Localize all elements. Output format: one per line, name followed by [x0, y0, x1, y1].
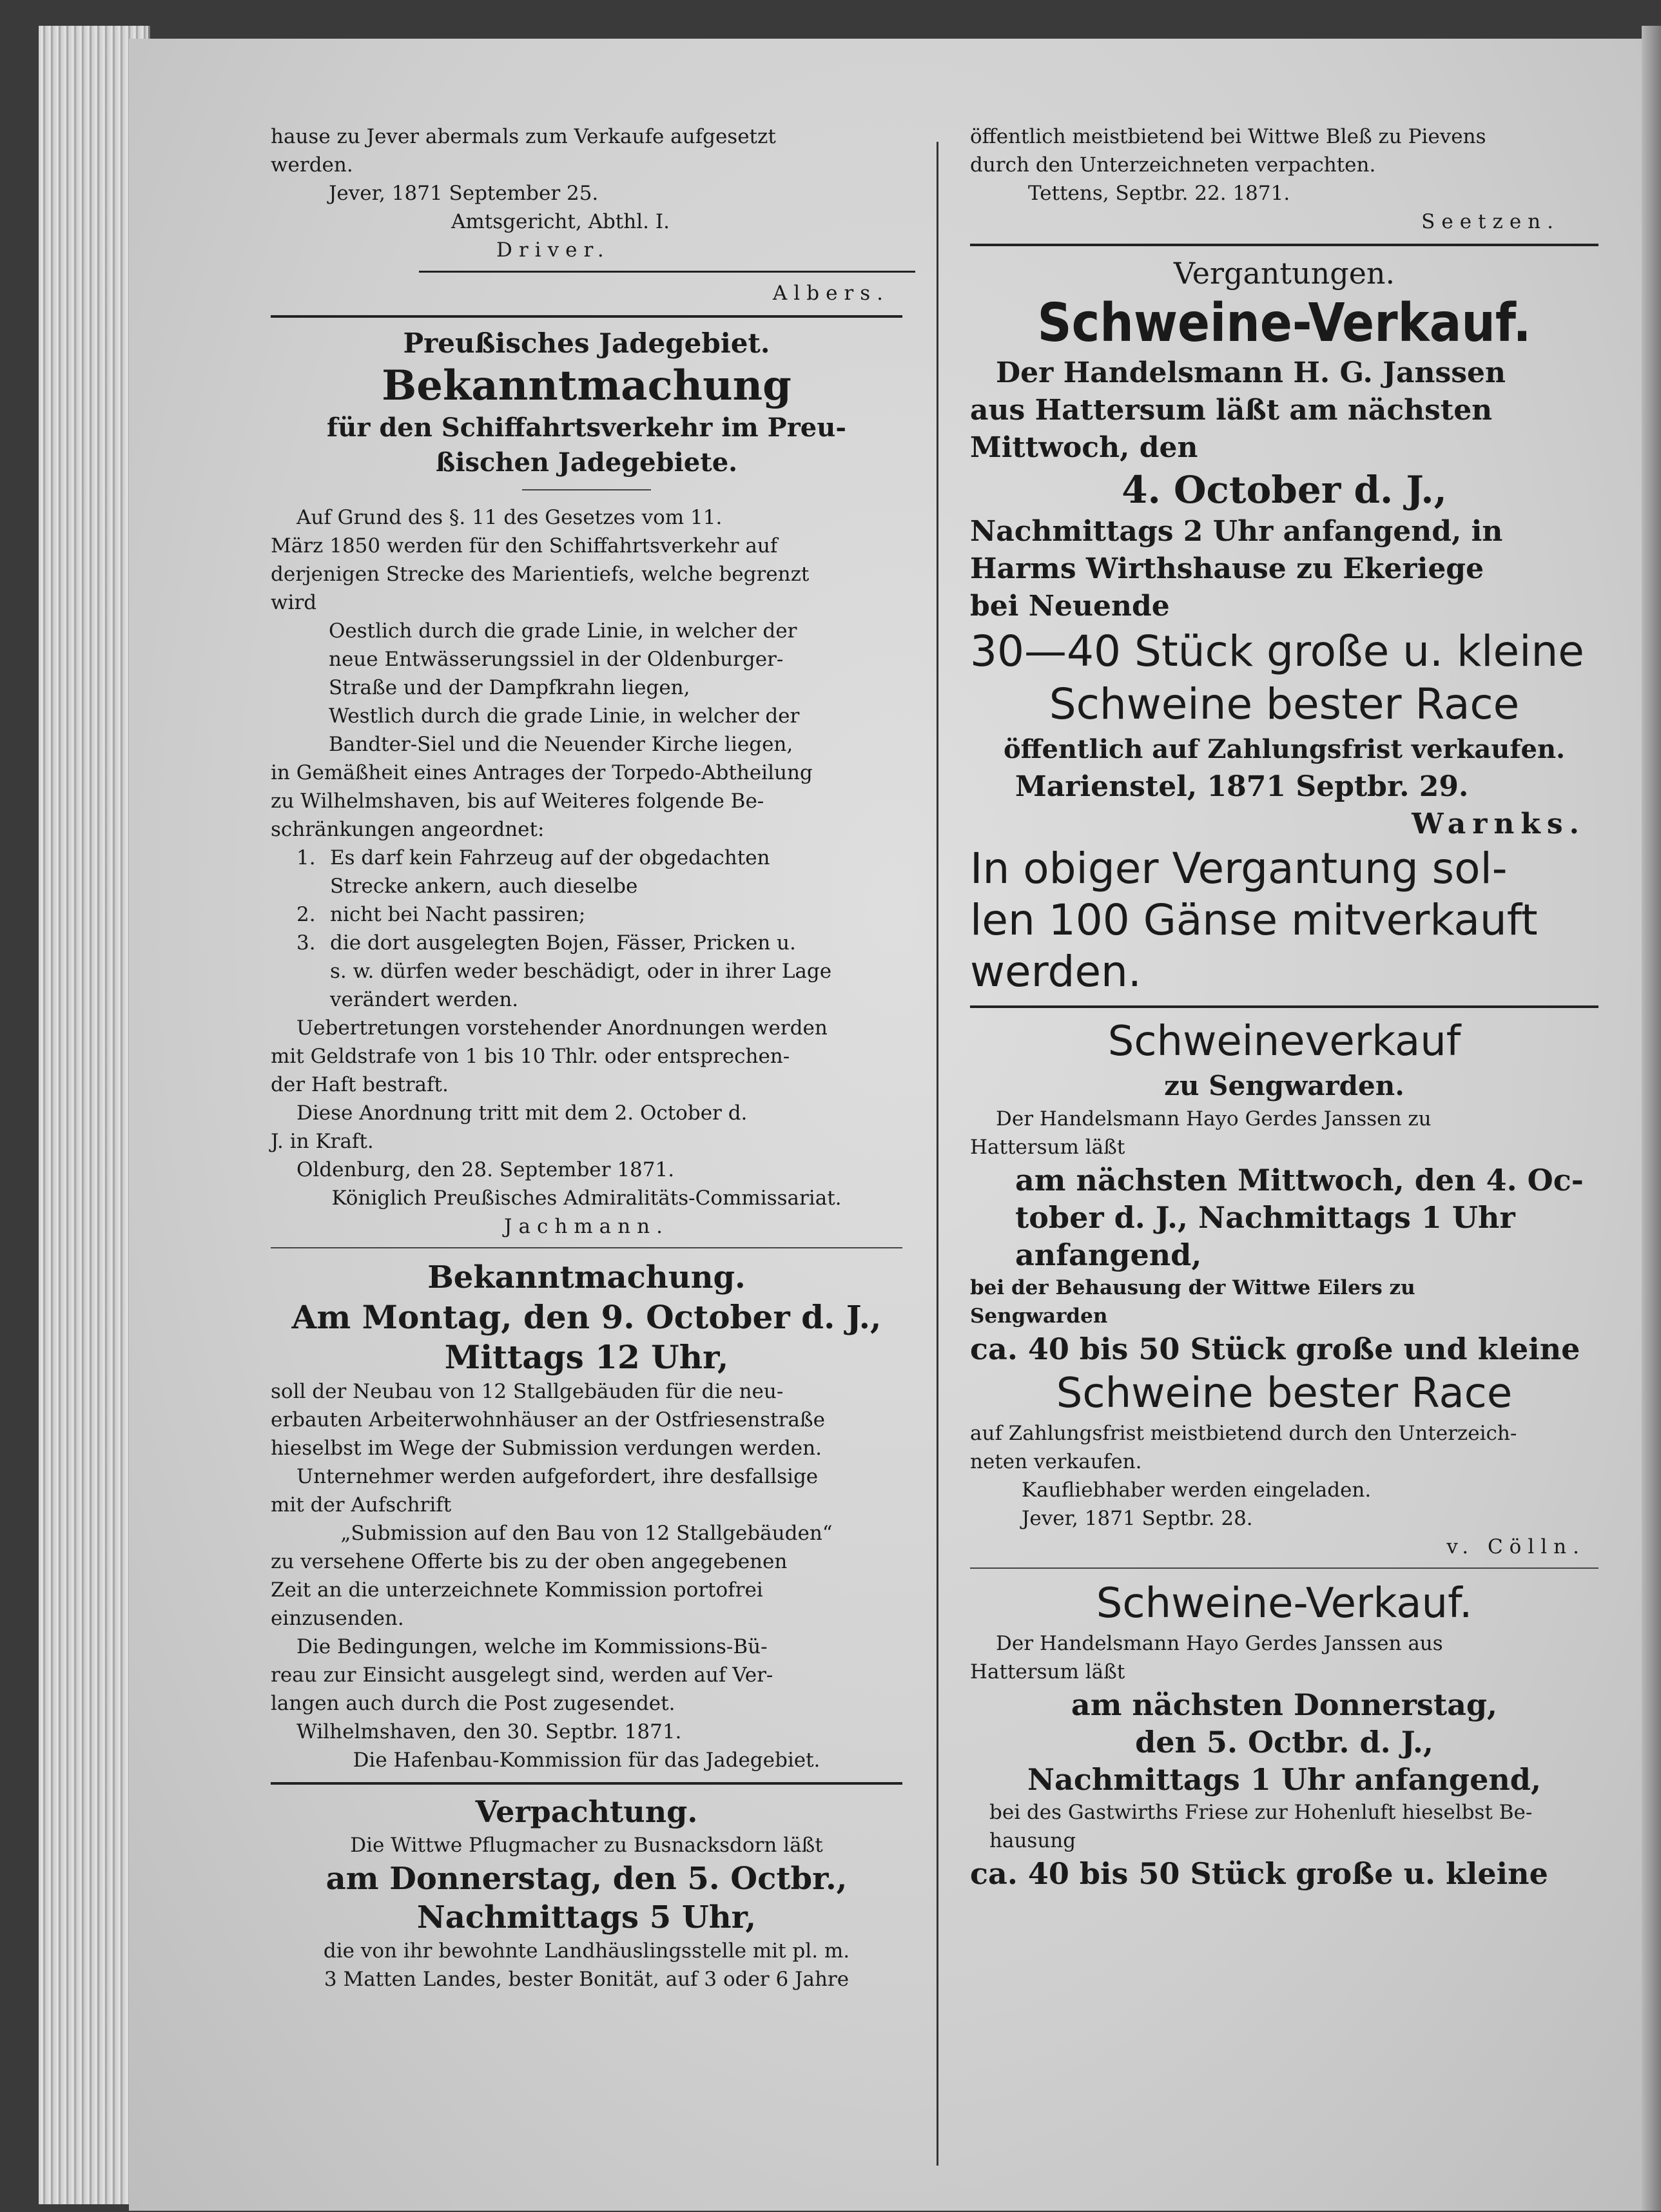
column-divider: [937, 142, 938, 2166]
text-line: die dort ausgelegten Bojen, Fässer, Pricken u.: [330, 931, 796, 955]
notice-jever-auction: [271, 122, 902, 307]
headline: ca. 40 bis 50 Stück große und kleine: [970, 1332, 1580, 1366]
signature: Albers.: [772, 282, 889, 305]
text-line: Die Wittwe Pflugmacher zu Busnacksdorn läßt: [350, 1834, 823, 1857]
text-line: öffentlich auf Zahlungsfrist verkaufen.: [1004, 734, 1565, 764]
headline: In obiger Vergantung sol-: [970, 844, 1508, 893]
text-line: März 1850 werden für den Schiffahrtsverkehr auf: [271, 534, 778, 558]
list-number: 1.: [296, 846, 316, 869]
right-column: [970, 122, 1598, 1892]
notice-subtitle: ßischen Jadegebiete.: [435, 447, 738, 478]
rule: [271, 315, 902, 318]
auction-date: Am Montag, den 9. October d. J.,: [291, 1298, 882, 1336]
auction-date: am nächsten Donnerstag,: [1071, 1687, 1498, 1722]
text-line: verändert werden.: [330, 988, 519, 1011]
signature: Driver.: [496, 238, 610, 262]
text-line: neue Entwässerungssiel in der Oldenburger-: [329, 648, 784, 671]
text-line: aus Hattersum läßt am nächsten: [970, 394, 1493, 427]
auction-date: am nächsten Mittwoch, den 4. Oc-: [1015, 1163, 1584, 1198]
text-line: auf Zahlungsfrist meistbietend durch den Unterzeich-: [970, 1422, 1517, 1445]
text-line: Der Handelsmann Hayo Gerdes Janssen zu: [996, 1107, 1432, 1130]
text-line: Diese Anordnung tritt mit dem 2. October d.: [296, 1101, 748, 1125]
text-line: die von ihr bewohnte Landhäuslingsstelle mit pl. m.: [323, 1939, 850, 1963]
notice-jadegebiet: [271, 325, 902, 1241]
auction-date: am Donnerstag, den 5. Octbr.,: [325, 1861, 848, 1897]
signature: Warnks.: [1412, 808, 1586, 840]
list-item: [296, 929, 902, 1014]
notice-subtitle: für den Schiffahrtsverkehr im Preu-: [327, 412, 846, 443]
text-line: Mittwoch, den: [970, 431, 1198, 464]
headline: len 100 Gänse mitverkauft: [970, 895, 1538, 945]
auction-date: den 5. Octbr. d. J.,: [1135, 1725, 1433, 1760]
notice-title: Schweine-Verkauf.: [1037, 293, 1531, 354]
headline: ca. 40 bis 50 Stück große u. kleine: [970, 1856, 1548, 1891]
notice-verpachtung: [271, 1792, 902, 1994]
text-line: Zeit an die unterzeichnete Kommission portofrei: [271, 1578, 763, 1602]
text-line: Hattersum läßt: [970, 1136, 1125, 1159]
text-line: Der Handelsmann H. G. Janssen: [996, 356, 1506, 389]
text-line: bei der Behausung der Wittwe Eilers zu: [970, 1276, 1415, 1299]
text-line: neten verkaufen.: [970, 1450, 1142, 1473]
text-line: in Gemäßheit eines Antrages der Torpedo-Abtheilung: [271, 761, 813, 784]
headline: werden.: [970, 947, 1141, 996]
text-line: erbauten Arbeiterwohnhäuser an der Ostfriesenstraße: [271, 1408, 825, 1431]
text-line: Der Handelsmann Hayo Gerdes Janssen aus: [996, 1632, 1443, 1655]
notice-title: Schweine-Verkauf.: [1096, 1580, 1473, 1627]
text-line: hausung: [989, 1829, 1076, 1852]
auction-date: 4. October d. J.,: [1122, 468, 1447, 512]
signature: Jachmann.: [504, 1215, 669, 1238]
court-name: Amtsgericht, Abthl. I.: [451, 210, 670, 233]
text-line: Uebertretungen vorstehender Anordnungen werden: [296, 1016, 828, 1040]
rule: [970, 1567, 1598, 1569]
notice-subtitle: zu Sengwarden.: [1164, 1070, 1404, 1101]
signature: Die Hafenbau-Kommission für das Jadegebiet.: [353, 1749, 821, 1772]
text-line: Hattersum läßt: [970, 1660, 1125, 1683]
text-line: zu Wilhelmshaven, bis auf Weiteres folgende Be-: [271, 790, 764, 813]
text-line: Die Bedingungen, welche im Kommissions-Bü-: [296, 1635, 768, 1658]
text-line: hause zu Jever abermals zum Verkaufe aufgesetzt: [271, 125, 776, 148]
list-item: [296, 900, 902, 929]
text-line: Es darf kein Fahrzeug auf der obgedachten: [330, 846, 770, 869]
headline: Schweine bester Race: [1049, 679, 1520, 729]
text-line: Bandter-Siel und die Neuender Kirche liegen,: [329, 733, 793, 756]
paragraph: [271, 503, 902, 532]
place-date: Marienstel, 1871 Septbr. 29.: [1015, 770, 1469, 803]
place-date: Jever, 1871 September 25.: [329, 182, 599, 205]
text-line: J. in Kraft.: [271, 1130, 374, 1153]
text-line: Strecke ankern, auch dieselbe: [330, 875, 638, 898]
notice-schweine-verkauf-3: [970, 1578, 1598, 1892]
headline: Schweine bester Race: [1056, 1370, 1513, 1417]
text-line: 3 Matten Landes, bester Bonität, auf 3 oder 6 Jahre: [324, 1968, 850, 1991]
rule: [419, 271, 915, 273]
notice-tettens: [970, 122, 1598, 236]
region-heading: Preußisches Jadegebiet.: [403, 327, 770, 359]
authority: Königlich Preußisches Admiralitäts-Commissariat.: [331, 1187, 842, 1210]
text-line: reau zur Einsicht ausgelegt sind, werden auf Ver-: [271, 1664, 773, 1687]
text-line: zu versehene Offerte bis zu der oben angegebenen: [271, 1550, 788, 1573]
headline: 30—40 Stück große u. kleine: [970, 626, 1584, 676]
text-line: Straße und der Dampfkrahn liegen,: [329, 676, 690, 699]
text-line: langen auch durch die Post zugesendet.: [271, 1692, 675, 1715]
rule: [970, 244, 1598, 246]
auction-time: Nachmittags 1 Uhr anfangend,: [1027, 1762, 1541, 1797]
text-line: wird: [271, 591, 317, 614]
numbered-list: [271, 844, 902, 1014]
text-line: nicht bei Nacht passiren;: [330, 903, 586, 926]
list-number: 2.: [296, 903, 316, 926]
text-line: Kaufliebhaber werden eingeladen.: [1022, 1479, 1372, 1502]
notice-title: Schweineverkauf: [1107, 1018, 1461, 1065]
text-line: Auf Grund des §. 11 des Gesetzes vom 11.: [296, 506, 723, 529]
text-line: werden.: [271, 153, 353, 177]
notice-title: Bekanntmachung.: [427, 1259, 746, 1295]
auction-time: Nachmittags 5 Uhr,: [416, 1899, 757, 1936]
place-date: Wilhelmshaven, den 30. Septbr. 1871.: [296, 1720, 682, 1743]
text-line: derjenigen Strecke des Marientiefs, welche begrenzt: [271, 563, 810, 586]
notice-title: Bekanntmachung: [382, 362, 792, 410]
text-line: Nachmittags 2 Uhr anfangend, in: [970, 515, 1503, 548]
notice-stallgebaeude: [271, 1257, 902, 1774]
rule: [970, 1005, 1598, 1008]
book-right-edge: [1642, 26, 1661, 2211]
signature: Seetzen.: [1421, 210, 1560, 233]
text-line: einzusenden.: [271, 1607, 404, 1630]
place-date: Jever, 1871 Septbr. 28.: [1022, 1507, 1253, 1530]
text-line: soll der Neubau von 12 Stallgebäuden für die neu-: [271, 1380, 784, 1403]
text-line: Harms Wirthshause zu Ekeriege: [970, 552, 1484, 585]
text-line: mit der Aufschrift: [271, 1493, 452, 1517]
rule: [271, 1247, 902, 1248]
auction-date: tober d. J., Nachmittags 1 Uhr: [1015, 1200, 1515, 1235]
text-line: schränkungen angeordnet:: [271, 818, 545, 841]
notice-schweine-verkauf-1: [970, 254, 1598, 998]
section-heading: Vergantungen.: [1173, 256, 1395, 291]
signature: v. Cölln.: [1446, 1535, 1586, 1558]
notice-sengwarden: [970, 1016, 1598, 1561]
text-line: durch den Unterzeichneten verpachten.: [970, 153, 1376, 177]
rule: [271, 1782, 902, 1785]
text-line: der Haft bestraft.: [271, 1073, 449, 1096]
text-line: mit Geldstrafe von 1 bis 10 Thlr. oder entsprechen-: [271, 1045, 790, 1068]
left-column: [271, 122, 902, 1994]
text-line: bei des Gastwirths Friese zur Hohenluft hieselbst Be-: [989, 1801, 1533, 1824]
text-line: Westlich durch die grade Linie, in welcher der: [329, 704, 800, 728]
text-line: hieselbst im Wege der Submission verdungen werden.: [271, 1437, 822, 1460]
place-date: Oldenburg, den 28. September 1871.: [296, 1158, 675, 1181]
auction-date: anfangend,: [1015, 1237, 1202, 1272]
text-line: öffentlich meistbietend bei Wittwe Bleß zu Pievens: [970, 125, 1486, 148]
place-date: Tettens, Septbr. 22. 1871.: [1028, 182, 1290, 205]
text-line: s. w. dürfen weder beschädigt, oder in ihrer Lage: [330, 960, 832, 983]
text-line: bei Neuende: [970, 590, 1170, 623]
text-line: Unternehmer werden aufgefordert, ihre desfallsige: [296, 1465, 819, 1488]
list-item: [296, 844, 902, 900]
quoted-label: „Submission auf den Bau von 12 Stallgebäuden“: [340, 1522, 833, 1545]
auction-time: Mittags 12 Uhr,: [444, 1338, 729, 1376]
text-line: Oestlich durch die grade Linie, in welcher der: [329, 619, 797, 643]
list-number: 3.: [296, 931, 316, 955]
short-rule: [522, 489, 651, 490]
text-line: Sengwarden: [970, 1305, 1108, 1328]
notice-title: Verpachtung.: [475, 1794, 698, 1829]
